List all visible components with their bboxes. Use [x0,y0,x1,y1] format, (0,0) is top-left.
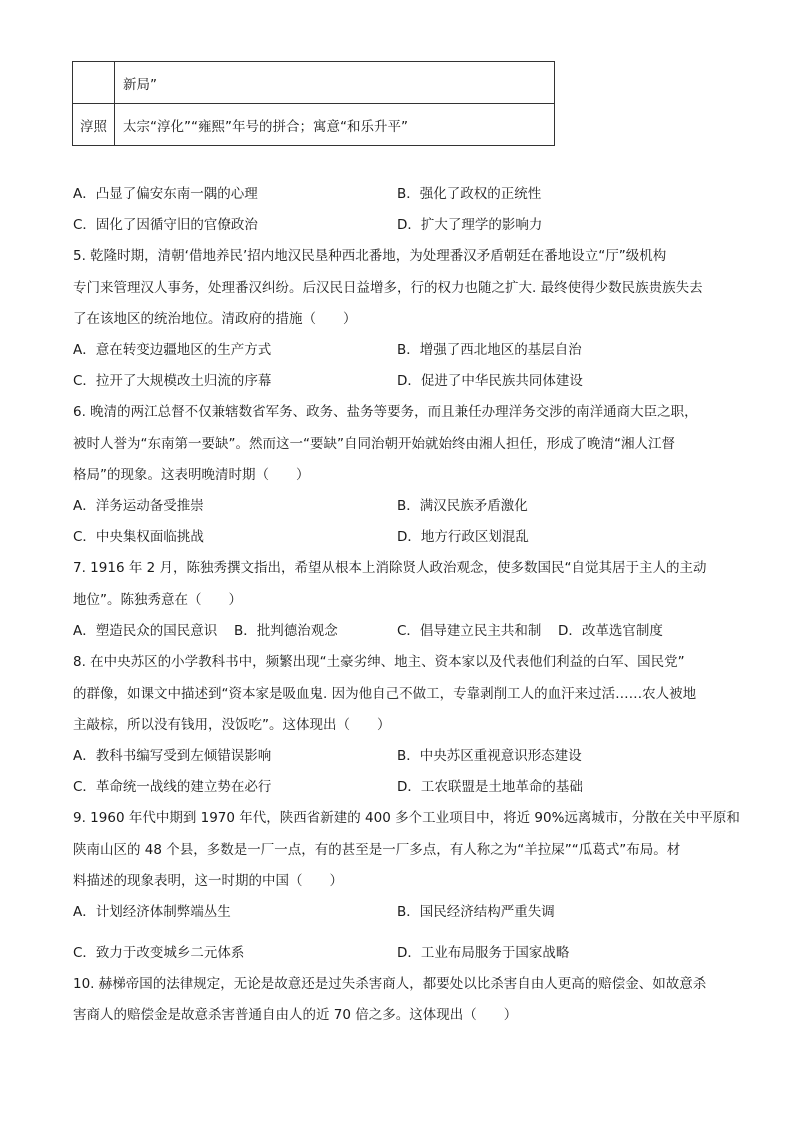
q6-option-b[interactable]: B．满汉民族矛盾激化 [397,498,528,514]
table-cell-name [73,62,115,104]
table-row [73,104,555,146]
q6-stem-line-3: 格局”的现象。这表明晚清时期（ ） [73,467,310,483]
q4-option-c[interactable]: C．固化了因循守旧的官僚政治 [73,217,258,233]
q6-option-c[interactable]: C．中央集权面临挑战 [73,529,204,545]
q9-option-c[interactable]: C．致力于改变城乡二元体系 [73,945,245,961]
q5-option-b[interactable]: B．增强了西北地区的基层自治 [397,342,582,358]
q6-stem-line-1: 6. 晚清的两江总督不仅兼辖数省军务、政务、盐务等要务，而且兼任办理洋务交涉的南洋通商大臣之职， [73,404,698,420]
q9-stem-line-3: 料描述的现象表明，这一时期的中国（ ） [73,873,343,889]
table-cell-name: 淳照 [73,104,115,146]
q4-option-d[interactable]: D．扩大了理学的影响力 [397,217,543,233]
q5-stem-line-1: 5. 乾隆时期，清朝‘借地养民’招内地汉民垦种西北番地，为处理番汉矛盾朝廷在番地设立“厅”级机构 [73,248,667,264]
q5-stem-line-3: 了在该地区的统治地位。清政府的措施（ ） [73,311,357,327]
q7-option-b[interactable]: B．批判德治观念 [234,623,338,639]
q4-option-a[interactable]: A．凸显了偏安东南一隅的心理 [73,186,258,202]
q7-stem-line-2: 地位”。陈独秀意在（ ） [73,592,242,608]
q7-option-d[interactable]: D．改革选官制度 [558,623,663,639]
q6-option-d[interactable]: D．地方行政区划混乱 [397,529,529,545]
q8-stem-line-2: 的群像，如课文中描述到“资本家是吸血鬼. 因为他自己不做工，专靠剥削工人的血汗来过活……农人被地 [73,686,697,702]
q5-option-d[interactable]: D．促进了中华民族共同体建设 [397,373,583,389]
q5-stem-line-2: 专门来管理汉人事务，处理番汉纠纷。后汉民日益增多，行的权力也随之扩大. 最终使得少数民族贵族失去 [73,280,703,296]
q4-option-b[interactable]: B．强化了政权的正统性 [397,186,542,202]
q9-option-a[interactable]: A．计划经济体制弊端丛生 [73,904,231,920]
q6-option-a[interactable]: A．洋务运动备受推崇 [73,498,204,514]
q8-stem-line-3: 主敲棕，所以没有钱用，没饭吃”。这体现出（ ） [73,717,391,733]
q5-option-a[interactable]: A．意在转变边疆地区的生产方式 [73,342,272,358]
q9-stem-line-1: 9. 1960 年代中期到 1970 年代，陕西省新建的 400 多个工业项目中，将近 90%远离城市，分散在关中平原和 [73,810,740,826]
q8-option-d[interactable]: D．工农联盟是土地革命的基础 [397,779,583,795]
q7-stem-line-1: 7. 1916 年 2 月，陈独秀撰文指出，希望从根本上消除贤人政治观念，使多数国民“自觉其居于主人的主动 [73,560,707,576]
q8-option-a[interactable]: A．教科书编写受到左倾错误影响 [73,748,272,764]
q9-option-d[interactable]: D．工业布局服务于国家战略 [397,945,570,961]
q10-stem-line-1: 10. 赫梯帝国的法律规定，无论是故意还是过失杀害商人，都要处以比杀害自由人更高的赔偿金、如故意杀 [73,976,707,992]
q8-option-b[interactable]: B．中央苏区重视意识形态建设 [397,748,582,764]
q10-stem-line-2: 害商人的赔偿金是故意杀害普通自由人的近 70 倍之多。这体现出（ ） [73,1007,518,1023]
q9-stem-line-2: 陕南山区的 48 个县，多数是一厂一点，有的甚至是一厂多点，有人称之为“羊拉屎”“瓜葛式”布局。材 [73,842,681,858]
q7-option-c[interactable]: C．倡导建立民主共和制 [397,623,542,639]
q5-option-c[interactable]: C．拉开了大规模改土归流的序幕 [73,373,272,389]
q8-option-c[interactable]: C．革命统一战线的建立势在必行 [73,779,272,795]
q9-option-b[interactable]: B．国民经济结构严重失调 [397,904,555,920]
q8-stem-line-1: 8. 在中央苏区的小学教科书中，频繁出现“土豪劣绅、地主、资本家以及代表他们利益的白军、国民党” [73,654,685,670]
reign-title-table [72,61,555,146]
q6-stem-line-2: 被时人誉为“东南第一要缺”。然而这一“要缺”自同治朝开始就始终由湘人担任，形成了晚清“湘人江督 [73,436,675,452]
table-cell-content: 太宗“淳化”“雍熙”年号的拼合；寓意“和乐升平” [115,104,555,146]
q7-option-a[interactable]: A．塑造民众的国民意识 [73,623,218,639]
table-cell-content: 新局” [115,62,555,104]
table-row [73,62,555,104]
